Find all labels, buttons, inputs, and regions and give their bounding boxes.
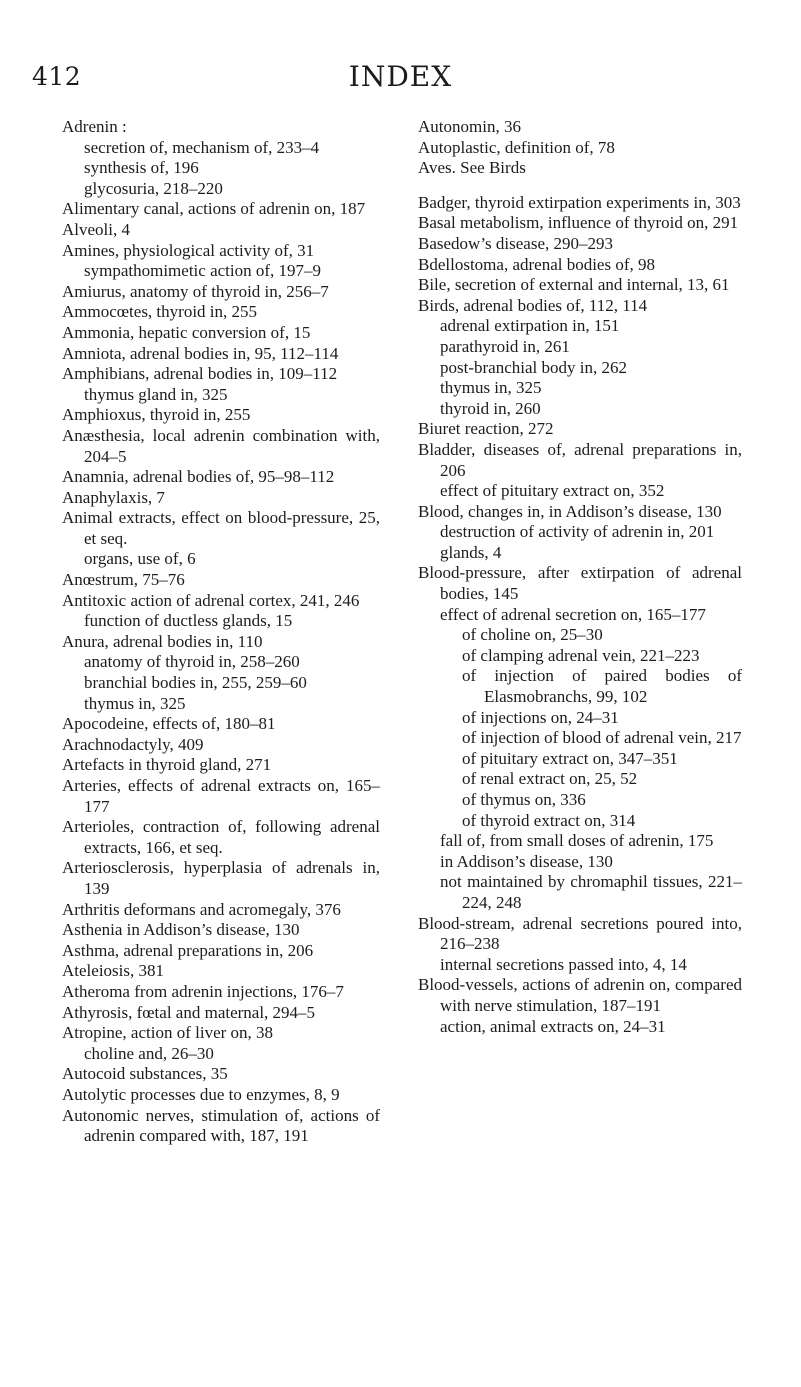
index-subentry: of pituitary extract on, 347–351 bbox=[462, 748, 678, 768]
index-entry: Basedow’s disease, 290–293 bbox=[418, 233, 614, 253]
index-entry: Bile, secretion of external and internal, 13, 61 bbox=[418, 275, 730, 295]
running-head: INDEX bbox=[348, 60, 453, 93]
index-subentry: fall of, from small doses of adrenin, 175 bbox=[440, 831, 714, 851]
index-entry: Blood-stream, adrenal secretions poured into, 216–238 bbox=[418, 913, 742, 954]
index-subentry: thyroid in, 260 bbox=[440, 398, 541, 418]
index-subentry: glycosuria, 218–220 bbox=[84, 178, 223, 198]
index-entry: Birds, adrenal bodies of, 112, 114 bbox=[418, 295, 648, 315]
index-subentry: glands, 4 bbox=[440, 542, 502, 562]
index-entry: Blood-vessels, actions of adrenin on, compared with nerve stimulation, 187–191 bbox=[418, 975, 742, 1015]
index-entry: Antitoxic action of adrenal cortex, 241, 246 bbox=[62, 590, 360, 610]
index-subentry: effect of pituitary extract on, 352 bbox=[440, 481, 665, 501]
index-subentry: post-branchial body in, 262 bbox=[440, 357, 627, 377]
index-entry: Badger, thyroid extirpation experiments in, 303 bbox=[418, 192, 741, 212]
index-subentry: of injection of blood of adrenal vein, 217 bbox=[462, 728, 742, 748]
index-entry: Arachnodactyly, 409 bbox=[62, 734, 204, 754]
index-entry: Amphibians, adrenal bodies in, 109–112 bbox=[62, 364, 338, 384]
index-entry: Amiurus, anatomy of thyroid in, 256–7 bbox=[62, 281, 329, 301]
index-entry: Amines, physiological activity of, 31 bbox=[62, 240, 315, 260]
index-subentry: synthesis of, 196 bbox=[84, 158, 199, 178]
index-entry: Autolytic processes due to enzymes, 8, 9 bbox=[62, 1084, 340, 1104]
index-subentry: organs, use of, 6 bbox=[84, 549, 196, 569]
index-entry: Biuret reaction, 272 bbox=[418, 419, 554, 439]
index-entry: Autoplastic, definition of, 78 bbox=[418, 137, 615, 157]
index-subentry: in Addison’s disease, 130 bbox=[440, 851, 613, 871]
index-entry: Athyrosis, fœtal and maternal, 294–5 bbox=[62, 1002, 316, 1022]
index-subentry: adrenal extirpation in, 151 bbox=[440, 316, 620, 336]
index-subentry: action, animal extracts on, 24–31 bbox=[440, 1016, 666, 1036]
index-entry: Blood-pressure, after extirpation of adrenal bodies, 145 bbox=[418, 563, 742, 604]
index-entry: Ammocœtes, thyroid in, 255 bbox=[62, 302, 258, 322]
index-entry: Basal metabolism, influence of thyroid on, 291 bbox=[418, 213, 739, 233]
index-entry: Ammonia, hepatic conversion of, 15 bbox=[62, 322, 311, 342]
index-entry: Anœstrum, 75–76 bbox=[62, 570, 185, 590]
index-entry: Aves. See Birds bbox=[418, 158, 526, 178]
index-subentry: of injections on, 24–31 bbox=[462, 707, 619, 727]
index-entry: Arterioles, contraction of, following adrenal extracts, 166, et seq. bbox=[62, 817, 380, 857]
index-entry: Anura, adrenal bodies in, 110 bbox=[62, 631, 263, 651]
index-subentry: of thyroid extract on, 314 bbox=[462, 810, 636, 830]
index-entry: Anamnia, adrenal bodies of, 95–98–112 bbox=[62, 467, 335, 487]
index-subentry: of injection of paired bodies of Elasmobranchs, 99, 102 bbox=[462, 666, 742, 707]
page-number: 412 bbox=[32, 62, 82, 91]
index-entry: Atropine, action of liver on, 38 bbox=[62, 1023, 274, 1043]
index-subentry: of clamping adrenal vein, 221–223 bbox=[462, 645, 700, 665]
index-entry: Arteriosclerosis, hyperplasia of adrenals in, 139 bbox=[62, 858, 380, 898]
index-entry: Arteries, effects of adrenal extracts on, 165–177 bbox=[62, 776, 380, 816]
index-subentry: function of ductless glands, 15 bbox=[84, 611, 293, 631]
index-subentry: destruction of activity of adrenin in, 201 bbox=[440, 522, 715, 542]
index-subentry: sympathomimetic action of, 197–9 bbox=[84, 261, 322, 281]
index-entry: Autonomin, 36 bbox=[418, 117, 521, 136]
index-subentry: anatomy of thyroid in, 258–260 bbox=[84, 652, 300, 672]
index-subentry: effect of adrenal secretion on, 165–177 bbox=[440, 604, 706, 624]
index-entry: Alveoli, 4 bbox=[62, 219, 130, 239]
index-entry: Bdellostoma, adrenal bodies of, 98 bbox=[418, 254, 656, 274]
index-entry: Anaphylaxis, 7 bbox=[62, 487, 165, 507]
index-entry: Apocodeine, effects of, 180–81 bbox=[62, 714, 276, 734]
index-subentry: branchial bodies in, 255, 259–60 bbox=[84, 673, 307, 693]
index-entry: Atheroma from adrenin injections, 176–7 bbox=[62, 981, 344, 1001]
index-subentry: thymus gland in, 325 bbox=[84, 384, 228, 404]
index-entry: Amphioxus, thyroid in, 255 bbox=[62, 405, 251, 425]
index-entry: Arthritis deformans and acromegaly, 376 bbox=[62, 899, 341, 919]
section-gap bbox=[418, 179, 742, 193]
index-subentry: secretion of, mechanism of, 233–4 bbox=[84, 137, 320, 157]
index-entry: Artefacts in thyroid gland, 271 bbox=[62, 755, 272, 775]
index-subentry: not maintained by chromaphil tissues, 221–224, 248 bbox=[440, 872, 742, 912]
index-subentry: of renal extract on, 25, 52 bbox=[462, 769, 638, 789]
index-subentry: of choline on, 25–30 bbox=[462, 625, 603, 645]
index-entry: Alimentary canal, actions of adrenin on, 187 bbox=[62, 199, 366, 219]
index-entry: Autonomic nerves, stimulation of, actions of adrenin compared with, 187, 191 bbox=[62, 1105, 380, 1146]
index-subentry: thymus in, 325 bbox=[84, 693, 186, 713]
index-subentry: internal secretions passed into, 4, 14 bbox=[440, 954, 687, 974]
index-entry: Adrenin : bbox=[62, 117, 127, 136]
index-column-right bbox=[418, 117, 742, 1037]
index-column-left bbox=[62, 117, 380, 1147]
index-entry: Anæsthesia, local adrenin combination with, 204–5 bbox=[62, 425, 380, 466]
index-entry: Animal extracts, effect on blood-pressure, 25, et seq. bbox=[62, 508, 380, 548]
index-entry: Autocoid substances, 35 bbox=[62, 1064, 228, 1084]
index-entry: Asthma, adrenal preparations in, 206 bbox=[62, 940, 314, 960]
index-entry: Asthenia in Addison’s disease, 130 bbox=[62, 920, 300, 940]
index-entry: Bladder, diseases of, adrenal preparations in, 206 bbox=[418, 439, 742, 480]
index-entry: Ateleiosis, 381 bbox=[62, 961, 164, 981]
index-subentry: of thymus on, 336 bbox=[462, 790, 586, 809]
index-entry: Amniota, adrenal bodies in, 95, 112–114 bbox=[62, 343, 339, 363]
index-subentry: parathyroid in, 261 bbox=[440, 336, 570, 356]
index-subentry: thymus in, 325 bbox=[440, 378, 542, 398]
index-entry: Blood, changes in, in Addison’s disease, 130 bbox=[418, 501, 722, 521]
index-subentry: choline and, 26–30 bbox=[84, 1043, 214, 1063]
